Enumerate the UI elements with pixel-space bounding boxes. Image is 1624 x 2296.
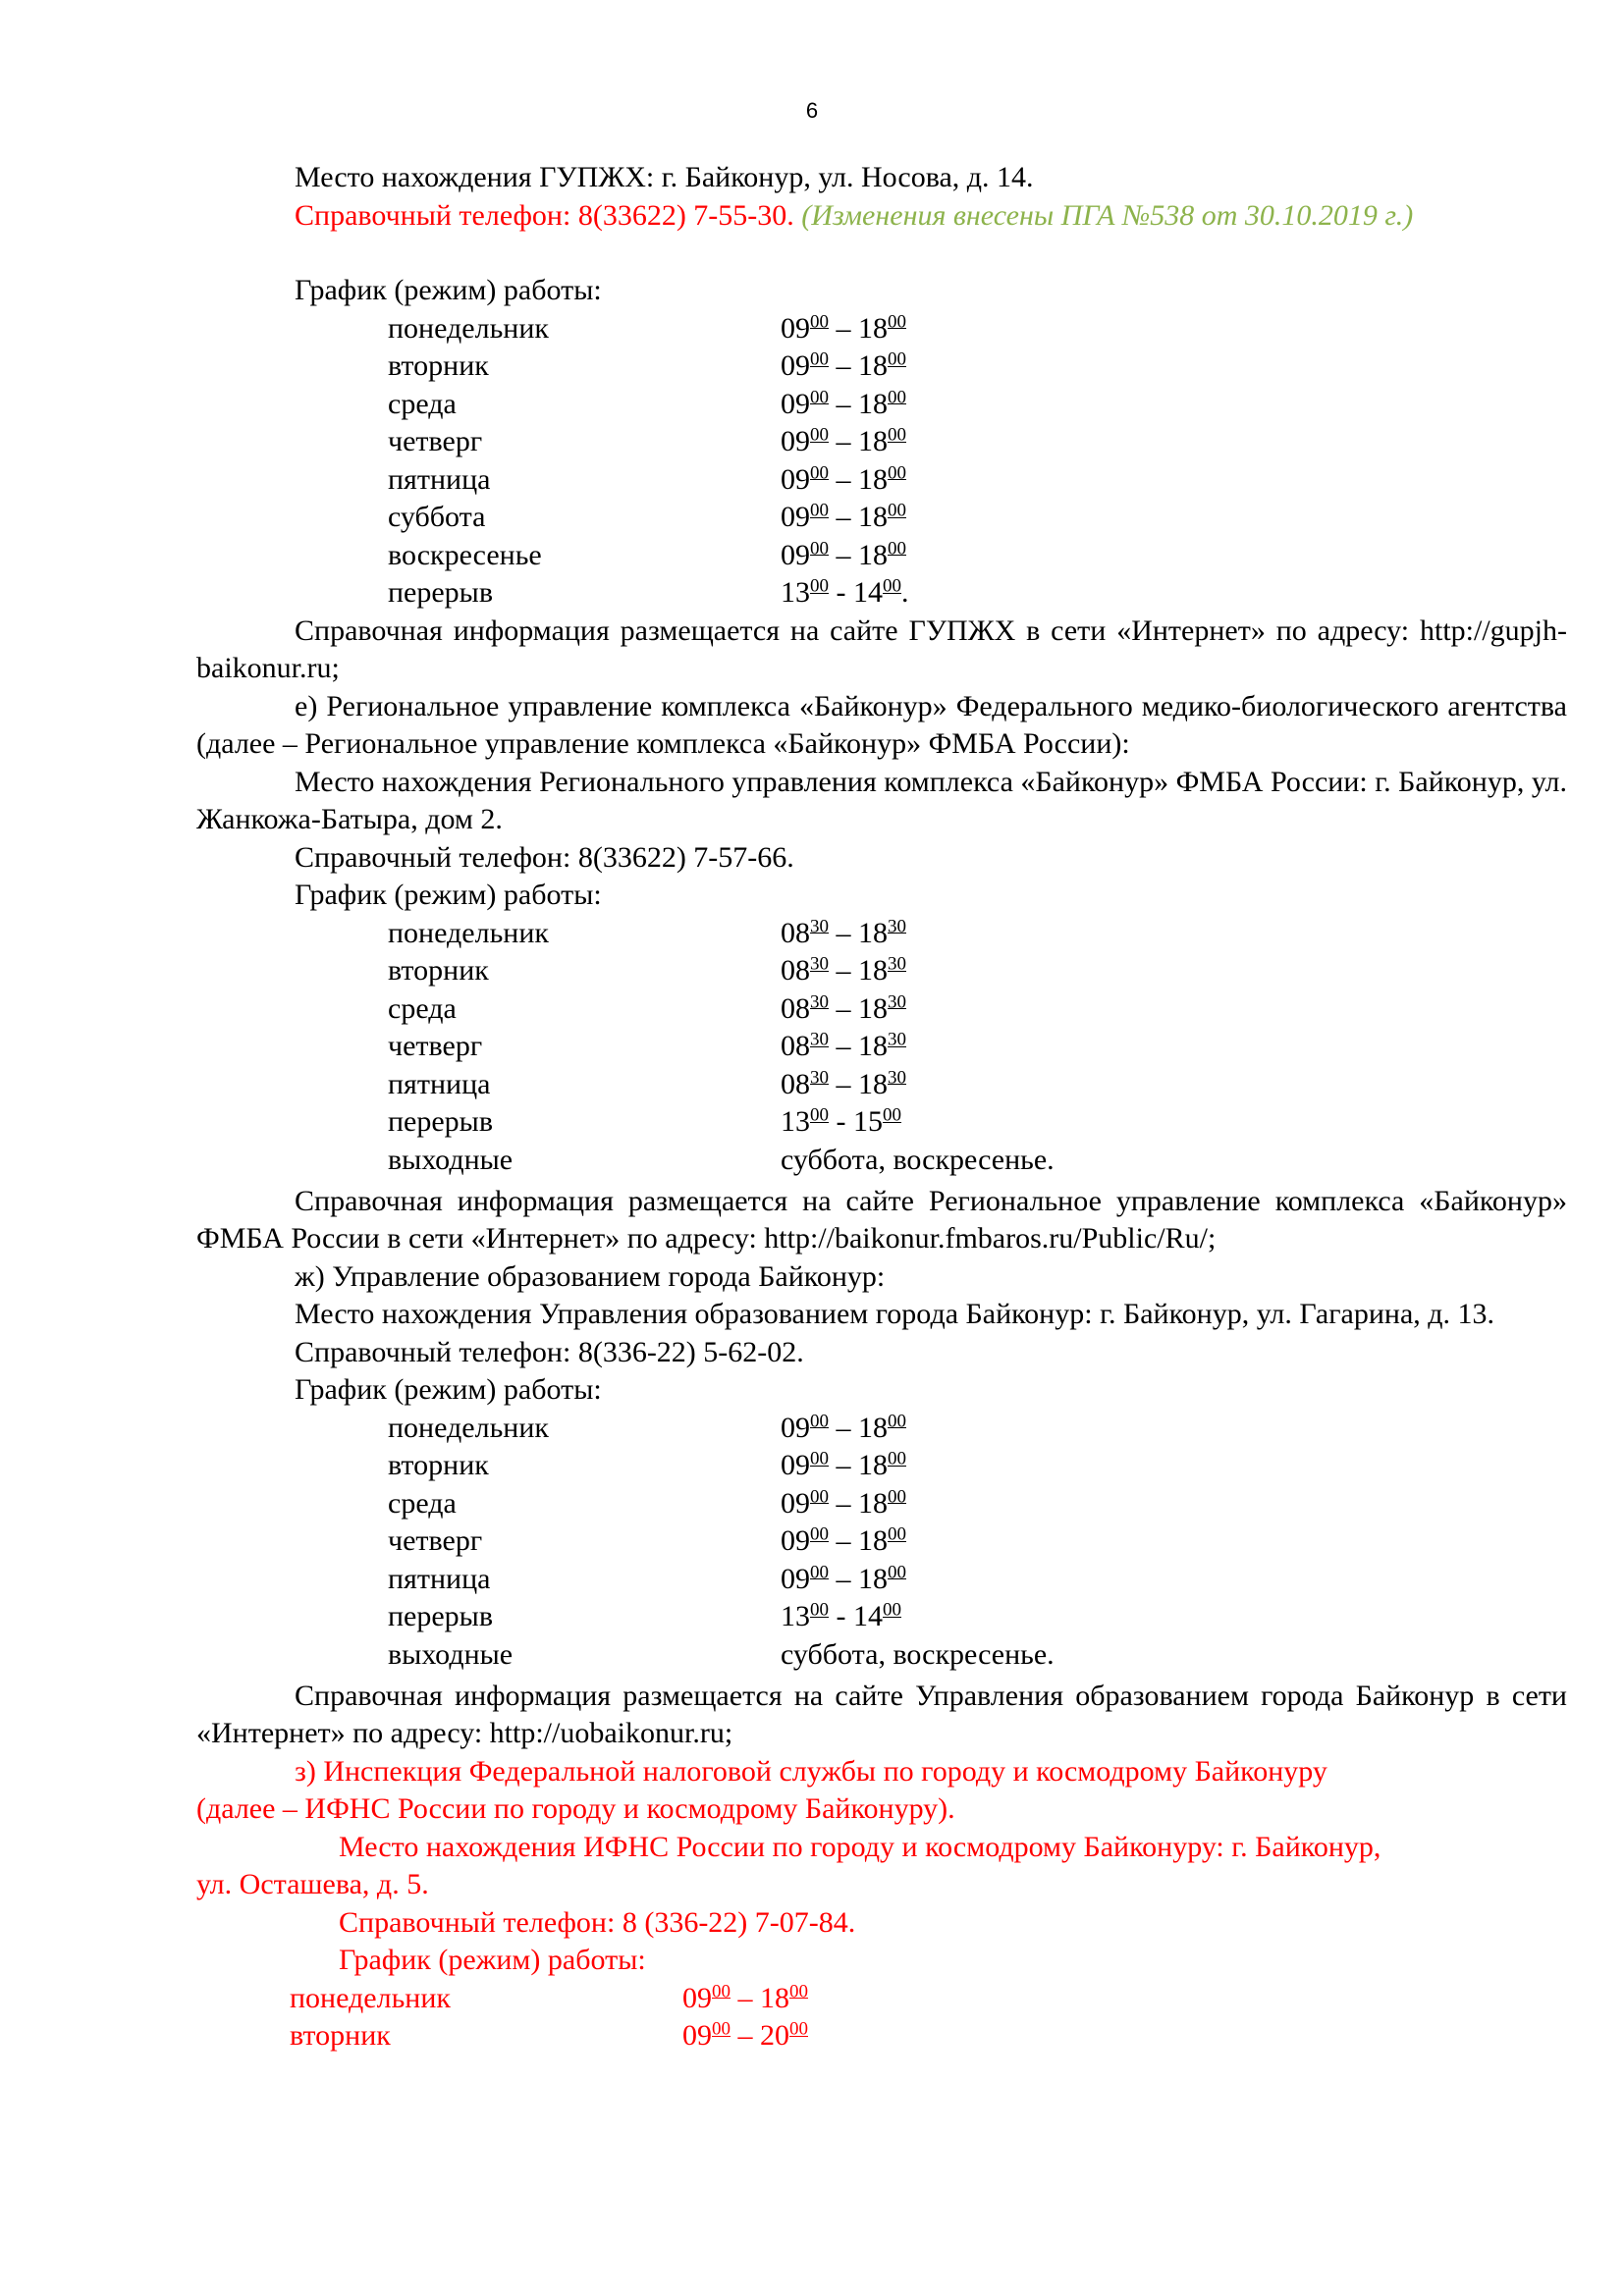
ifns-schedule-title: График (режим) работы:: [339, 1944, 646, 1976]
gupzh-schedule-title: График (режим) работы:: [295, 274, 602, 306]
fmba-intro: е) Региональное управление комплекса «Байконур» Федерального медико-биологического агентства (далее – Региональное управление комплекса «Байконур» ФМБА России):: [196, 689, 1567, 760]
schedule-day: суббота: [388, 501, 486, 533]
schedule-day: вторник: [388, 349, 489, 382]
gupzh-location: Место нахождения ГУПЖХ: г. Байконур, ул. Носова, д. 14.: [295, 161, 1034, 193]
weekend-value: суббота, воскресенье.: [781, 1143, 1055, 1176]
uo-schedule-row: [388, 1410, 1567, 1448]
gupzh-schedule-row: [388, 499, 1567, 537]
uo-location: Место нахождения Управления образованием города Байконур: г. Байконур, ул. Гагарина, д. 13.: [295, 1298, 1495, 1330]
fmba-schedule-row: [388, 952, 1567, 990]
schedule-day: вторник: [388, 954, 489, 987]
schedule-time: $09^{00} - 20^{00}$: [682, 2018, 808, 2052]
uo-info: Справочная информация размещается на сайте Управления образованием города Байконур в сети «Интернет» по адресу: http://uobaikonur.ru;: [196, 1679, 1567, 1749]
schedule-day: перерыв: [388, 576, 494, 609]
fmba-schedule-row: [388, 990, 1567, 1029]
uo-intro: ж) Управление образованием города Байконур:: [295, 1259, 886, 1293]
weekend-label: выходные: [388, 1143, 514, 1176]
schedule-time: $13^{00} - 14^{00}$.: [781, 575, 909, 609]
fmba-schedule-row: [388, 1103, 1567, 1142]
fmba-location: Место нахождения Регионального управления комплекса «Байконур» ФМБА России: г. Байконур, ул. Жанкожа-Батыра, дом 2.: [196, 765, 1568, 835]
schedule-time: $09^{00} - 18^{00}$: [781, 1523, 906, 1557]
fmba-schedule-title: График (режим) работы:: [295, 879, 602, 911]
schedule-day: понедельник: [388, 311, 549, 345]
gupzh-schedule-row: [388, 461, 1567, 500]
schedule-day: воскресенье: [388, 538, 542, 571]
schedule-day: четверг: [388, 1524, 483, 1557]
gupzh-schedule-row: [388, 574, 1567, 613]
gupzh-phone: Справочный телефон: 8(33622) 7-55-30.: [295, 198, 794, 232]
schedule-day: понедельник: [388, 1411, 549, 1444]
fmba-schedule-row: [388, 915, 1567, 953]
document-body: [196, 159, 1567, 2056]
uo-schedule-row: [388, 1447, 1567, 1485]
uo-schedule-row: [388, 1561, 1567, 1599]
gupzh-schedule-row: [388, 537, 1567, 575]
schedule-time: $09^{00} - 18^{00}$: [781, 1411, 906, 1444]
ifns-block: [196, 1753, 1567, 2056]
weekend-label: выходные: [388, 1637, 514, 1671]
uo-schedule-title: График (режим) работы:: [295, 1373, 602, 1406]
schedule-day: среда: [388, 387, 457, 420]
schedule-day: четверг: [388, 425, 483, 457]
weekend-value: суббота, воскресенье.: [781, 1637, 1055, 1671]
ifns-intro-2: (далее – ИФНС России по городу и космодрому Байконуру).: [196, 1792, 955, 1825]
schedule-time: $09^{00} - 18^{00}$: [781, 1448, 906, 1481]
fmba-schedule-row: [388, 1066, 1567, 1104]
uo-schedule: [388, 1410, 1567, 1636]
ifns-location-1: Место нахождения ИФНС России по городу и космодрому Байконуру: г. Байконур,: [339, 1830, 1381, 1863]
gupzh-schedule-row: [388, 423, 1567, 461]
schedule-time: $09^{00} - 18^{00}$: [781, 1486, 906, 1520]
uo-schedule-row: [388, 1598, 1567, 1636]
schedule-day: понедельник: [388, 916, 549, 949]
schedule-day: среда: [388, 1486, 457, 1520]
schedule-time: $09^{00} - 18^{00}$: [781, 387, 906, 420]
schedule-time: $09^{00} - 18^{00}$: [781, 348, 906, 382]
schedule-day: пятница: [388, 1562, 491, 1595]
schedule-day: пятница: [388, 1067, 491, 1100]
schedule-time: $09^{00} - 18^{00}$: [781, 500, 906, 533]
gupzh-schedule: [388, 310, 1567, 613]
schedule-time: $09^{00} - 18^{00}$: [781, 311, 906, 345]
ifns-schedule: [290, 1980, 1567, 2056]
schedule-day: перерыв: [388, 1105, 494, 1138]
fmba-schedule: [388, 915, 1567, 1142]
uo-weekend-row: [388, 1636, 1567, 1678]
page-number: 6: [805, 98, 819, 123]
schedule-time: $09^{00} - 18^{00}$: [682, 1981, 808, 2014]
uo-phone: Справочный телефон: 8(336-22) 5-62-02.: [295, 1335, 804, 1368]
amendment-note: (Изменения внесены ПГА №538 от 30.10.2019 г.): [801, 198, 1414, 232]
gupzh-schedule-row: [388, 386, 1567, 424]
gupzh-schedule-row: [388, 310, 1567, 348]
ifns-phone: Справочный телефон: 8 (336-22) 7-07-84.: [339, 1905, 856, 1939]
schedule-time: $08^{30} - 18^{30}$: [781, 1067, 906, 1100]
ifns-schedule-row: [290, 2017, 1567, 2056]
uo-schedule-row: [388, 1522, 1567, 1561]
schedule-time: $08^{30} - 18^{30}$: [781, 1029, 906, 1062]
schedule-time: $08^{30} - 18^{30}$: [781, 953, 906, 987]
schedule-day: перерыв: [388, 1600, 494, 1632]
fmba-info: Справочная информация размещается на сайте Региональное управление комплекса «Байконур» ФМБА России в сети «Интернет» по адресу: http://baikonur.fmbaros.ru/Public/Ru/;: [196, 1184, 1567, 1255]
schedule-day: вторник: [388, 1449, 489, 1481]
ifns-intro-1: з) Инспекция Федеральной налоговой службы по городу и космодрому Байконуру: [295, 1754, 1327, 1788]
gupzh-info: Справочная информация размещается на сайте ГУПЖХ в сети «Интернет» по адресу: http://gupjh-baikonur.ru;: [196, 614, 1567, 684]
schedule-time: $09^{00} - 18^{00}$: [781, 538, 906, 571]
schedule-time: $13^{00} - 15^{00}$: [781, 1104, 901, 1138]
ifns-location-2: ул. Осташева, д. 5.: [196, 1868, 429, 1900]
schedule-time: $09^{00} - 18^{00}$: [781, 424, 906, 457]
gupzh-schedule-row: [388, 347, 1567, 386]
schedule-day: понедельник: [290, 1981, 451, 2014]
fmba-phone: Справочный телефон: 8(33622) 7-57-66.: [295, 840, 794, 874]
uo-schedule-row: [388, 1485, 1567, 1523]
schedule-day: четверг: [388, 1030, 483, 1062]
schedule-time: $08^{30} - 18^{30}$: [781, 916, 906, 949]
schedule-time: $09^{00} - 18^{00}$: [781, 462, 906, 496]
schedule-time: $09^{00} - 18^{00}$: [781, 1562, 906, 1595]
schedule-time: $13^{00} - 14^{00}$: [781, 1599, 901, 1632]
gupzh-phone-line: [0, 197, 1567, 236]
schedule-day: вторник: [290, 2019, 391, 2052]
fmba-weekend-row: [388, 1142, 1567, 1183]
schedule-day: среда: [388, 991, 457, 1025]
schedule-day: пятница: [388, 462, 491, 496]
schedule-time: $08^{30} - 18^{30}$: [781, 991, 906, 1025]
ifns-schedule-row: [290, 1980, 1567, 2018]
fmba-schedule-row: [388, 1028, 1567, 1066]
